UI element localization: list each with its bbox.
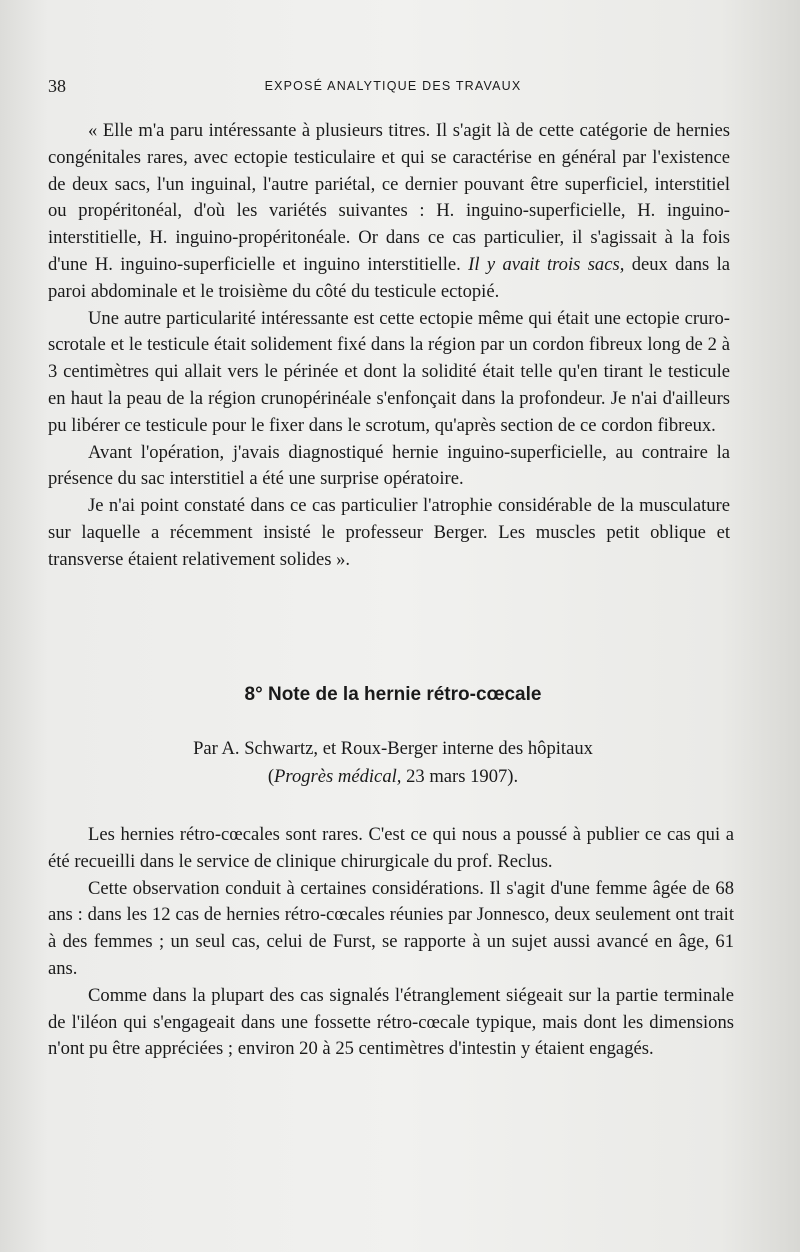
running-head: EXPOSÉ ANALYTIQUE DES TRAVAUX [264, 79, 522, 93]
paragraph: Je n'ai point constaté dans ce cas particulier l'atrophie considérable de la musculature sur laquelle a récemment insisté le professeur Berger. Les muscles petit oblique et transverse étaient relativement solides ». [48, 495, 730, 570]
article-body [48, 822, 734, 1063]
paragraph [48, 118, 730, 306]
paragraph-text: « Elle m'a paru intéressante à plusieurs titres. Il s'agit là de cette catégorie de hernies congénitales rares, avec ectopie testiculaire et qui se caractérise en général par l'existence de deux sacs, l'un inguinal, l'autre pariétal, ce dernier pouvant être superficiel, interstitiel ou propéritonéal, d'où les variétés suivantes : H. inguino-superficielle, H. inguino-interstitielle, H. inguino-propéritonéale. Or dans ce cas particulier, il s'agissait à la fois d'une H. inguino-superficielle et inguino interstitielle. [48, 120, 730, 275]
page-header [48, 76, 738, 98]
citation-date: 23 mars 1907). [401, 766, 519, 787]
page-number: 38 [48, 76, 66, 96]
paragraph: Cette observation conduit à certaines considérations. Il s'agit d'une femme âgée de 68 ans : dans les 12 cas de hernies rétro-cœcales réunies par Jonnesco, deux seulement ont trait à des femmes ; un seul cas, celui de Furst, se rapporte à un sujet aussi avancé en âge, 61 ans. [48, 877, 734, 979]
paragraph: Comme dans la plupart des cas signalés l'étranglement siégeait sur la partie terminale de l'iléon qui s'engageait dans une fossette rétro-cœcale typique, mais dont les dimensions n'ont pu être appréciées ; environ 20 à 25 centimètres d'intestin y étaient engagés. [48, 984, 734, 1060]
quoted-observation [48, 118, 730, 574]
authors: Par A. Schwartz, et Roux-Berger interne des hôpitaux [193, 738, 593, 759]
section-heading: 8° Note de la hernie rétro-cœcale [244, 684, 542, 705]
paragraph: Les hernies rétro-cœcales sont rares. C'est ce qui nous a poussé à publier ce cas qui a été recueilli dans le service de clinique chirurgicale du prof. Reclus. [48, 824, 734, 872]
paragraph-text: deux dans la paroi abdominale et le troisième du côté du testicule ectopié. [48, 253, 731, 302]
byline [48, 735, 738, 791]
paragraph: Avant l'opération, j'avais diagnostiqué hernie inguino-superficielle, au contraire la présence du sac interstitiel a été une surprise opératoire. [48, 441, 730, 490]
journal-name: Progrès médical, [274, 766, 402, 787]
citation [48, 763, 738, 791]
paragraph: Une autre particularité intéressante est cette ectopie même qui était une ectopie cruro-scrotale et le testicule était solidement fixé dans la région par un cordon fibreux long de 2 à 3 centimètres qui allait vers le périnée et dont la solidité était telle qu'en tirant le testicule en haut la peau de la région crunopérinéale s'enfonçait dans la profondeur. Je n'ai d'ailleurs pu libérer ce testicule pour le fixer dans le scrotum, qu'après section de ce cordon fibreux. [48, 307, 730, 436]
italic-phrase: Il y avait trois sacs, [468, 253, 625, 275]
citation-open: ( [267, 766, 275, 787]
